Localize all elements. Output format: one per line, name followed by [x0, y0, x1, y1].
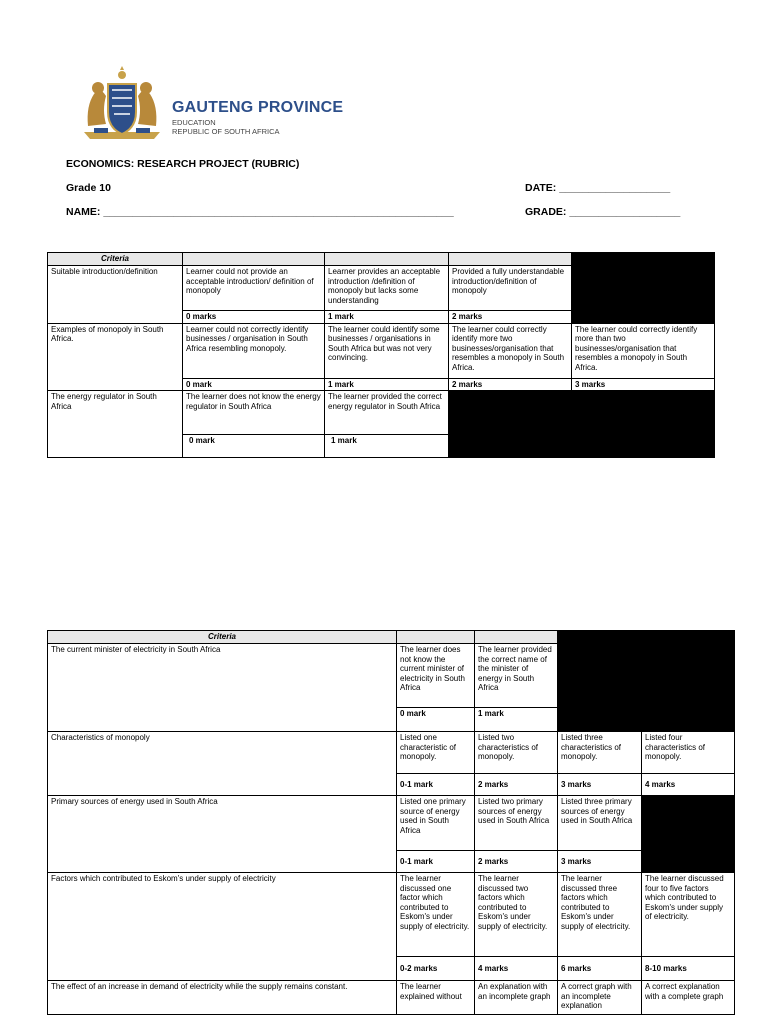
marks-cell: 4 marks [642, 774, 735, 796]
marks-cell: 0-2 marks [397, 957, 475, 981]
descriptor-cell: The learner does not know the current minister of electricity in South Africa [397, 644, 475, 708]
descriptor-cell: The learner could identify some businesses / organisations in South Africa but was not very convincing. [325, 323, 449, 378]
marks-cell: 2 marks [449, 311, 572, 324]
criterion-label: Primary sources of energy used in South Africa [48, 796, 397, 873]
marks-cell: 0 mark [183, 378, 325, 391]
descriptor-cell: Listed four characteristics of monopoly. [642, 732, 735, 774]
marks-cell: 1 mark [325, 311, 449, 324]
descriptor-cell: The learner provided the correct name of the minister of energy in South Africa [475, 644, 558, 708]
blackout-cell [642, 796, 735, 873]
marks-cell: 0 marks [183, 311, 325, 324]
marks-cell: 0 mark [183, 435, 325, 458]
rubric-table-2 [47, 630, 735, 1015]
descriptor-cell: The learner could correctly identify more two businesses/organisation that resembles a monopoly in South Africa. [449, 323, 572, 378]
gauteng-logo [66, 62, 344, 144]
marks-cell: 3 marks [572, 378, 715, 391]
coat-of-arms-icon [76, 66, 168, 142]
descriptor-cell: The learner discussed one factor which contributed to Eskom's under supply of electricity. [397, 873, 475, 957]
name-field[interactable]: NAME: ____________________________________________________________ [66, 206, 454, 218]
marks-cell: 1 mark [475, 708, 558, 732]
header-cell [475, 631, 558, 644]
descriptor-cell: Learner could not correctly identify businesses / organisation in South Africa resembling monopoly. [183, 323, 325, 378]
document-title: ECONOMICS: RESEARCH PROJECT (RUBRIC) [66, 158, 300, 170]
descriptor-cell: Provided a fully understandable introduction/definition of monopoly [449, 266, 572, 311]
marks-cell: 8-10 marks [642, 957, 735, 981]
descriptor-cell: Listed two characteristics of monopoly. [475, 732, 558, 774]
criterion-label: Characteristics of monopoly [48, 732, 397, 796]
criterion-label: Suitable introduction/definition [48, 266, 183, 324]
descriptor-cell: The learner discussed three factors which contributed to Eskom's under supply of electricity. [558, 873, 642, 957]
marks-cell: 0-1 mark [397, 774, 475, 796]
criteria-header: Criteria [48, 631, 397, 644]
marks-cell: 0 mark [397, 708, 475, 732]
logo-title: GAUTENG PROVINCE [172, 99, 344, 116]
criterion-label: Examples of monopoly in South Africa. [48, 323, 183, 391]
logo-subtitle-country: REPUBLIC OF SOUTH AFRICA [172, 127, 280, 136]
marks-cell: 2 marks [475, 774, 558, 796]
blackout-cell [572, 266, 715, 324]
descriptor-cell: Listed two primary sources of energy used in South Africa [475, 796, 558, 851]
descriptor-cell: A correct graph with an incomplete explanation [558, 981, 642, 1015]
criterion-label: The current minister of electricity in South Africa [48, 644, 397, 732]
descriptor-cell: The learner discussed two factors which contributed to Eskom's under supply of electricity. [475, 873, 558, 957]
descriptor-cell: An explanation with an incomplete graph [475, 981, 558, 1015]
grade-label: Grade 10 [66, 182, 111, 194]
marks-cell: 2 marks [475, 851, 558, 873]
header-cell [183, 253, 325, 266]
descriptor-cell: The learner does not know the energy regulator in South Africa [183, 391, 325, 435]
descriptor-cell: The learner could correctly identify more than two businesses/organisation that resembles a monopoly in South Africa. [572, 323, 715, 378]
criteria-header: Criteria [48, 253, 183, 266]
criterion-label: Factors which contributed to Eskom's under supply of electricity [48, 873, 397, 981]
header-cell [449, 253, 572, 266]
descriptor-cell: Listed three primary sources of energy used in South Africa [558, 796, 642, 851]
descriptor-cell: Learner could not provide an acceptable introduction/ definition of monopoly [183, 266, 325, 311]
descriptor-cell: The learner discussed four to five factors which contributed to Eskom's under supply of electricity. [642, 873, 735, 957]
blackout-cell [572, 253, 715, 266]
rubric-table-1 [47, 252, 715, 458]
blackout-cell [449, 391, 715, 458]
descriptor-cell: The learner explained without [397, 981, 475, 1015]
header-cell [397, 631, 475, 644]
date-field[interactable]: DATE: ___________________ [525, 182, 671, 194]
marks-cell: 1 mark [325, 378, 449, 391]
descriptor-cell: Listed one characteristic of monopoly. [397, 732, 475, 774]
header-cell [325, 253, 449, 266]
marks-cell: 3 marks [558, 851, 642, 873]
descriptor-cell: Learner provides an acceptable introduction /definition of monopoly but lacks some understanding [325, 266, 449, 311]
descriptor-cell: Listed one primary source of energy used in South Africa [397, 796, 475, 851]
marks-cell: 4 marks [475, 957, 558, 981]
marks-cell: 2 marks [449, 378, 572, 391]
criterion-label: The energy regulator in South Africa [48, 391, 183, 458]
descriptor-cell: Listed three characteristics of monopoly. [558, 732, 642, 774]
descriptor-cell: The learner provided the correct energy regulator in South Africa [325, 391, 449, 435]
logo-subtitle-education: EDUCATION [172, 118, 216, 127]
grade-field[interactable]: GRADE: ___________________ [525, 206, 681, 218]
marks-cell: 1 mark [325, 435, 449, 458]
marks-cell: 6 marks [558, 957, 642, 981]
blackout-cell [558, 631, 735, 732]
criterion-label: The effect of an increase in demand of electricity while the supply remains constant. [48, 981, 397, 1015]
descriptor-cell: A correct explanation with a complete graph [642, 981, 735, 1015]
marks-cell: 3 marks [558, 774, 642, 796]
marks-cell: 0-1 mark [397, 851, 475, 873]
